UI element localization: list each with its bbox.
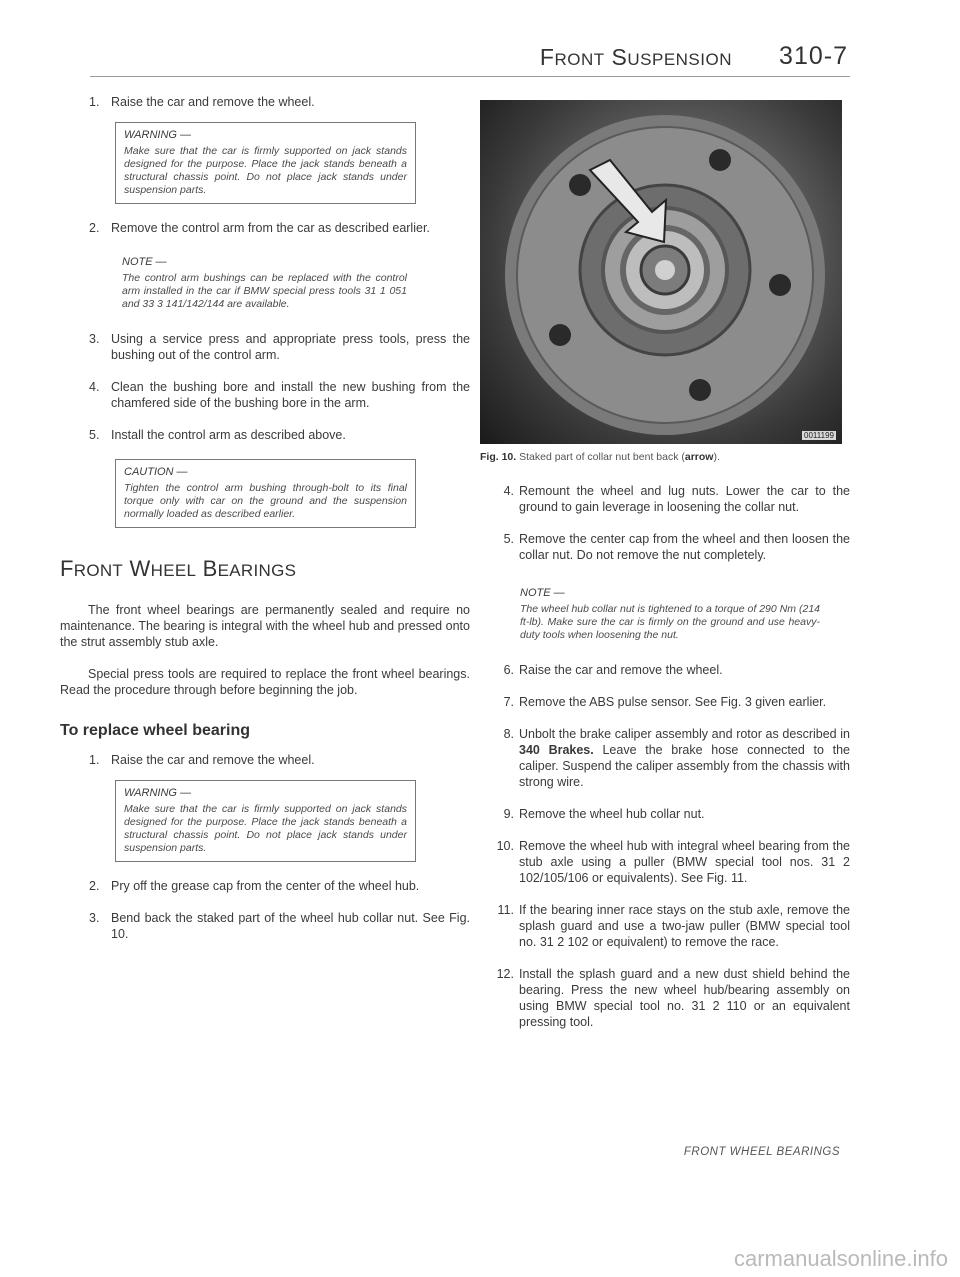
caution-box: CAUTION — Tighten the control arm bushing through-bolt to its final torque only with car on the ground and the suspension normally loaded as described earlier.: [115, 459, 416, 528]
step: 3. Using a service press and appropriate press tools, press the bushing out of the control arm.: [89, 332, 470, 362]
wheel-hub-illustration: [480, 100, 842, 444]
step: 11. If the bearing inner race stays on the stub axle, remove the splash guard and use a two-jaw puller (BMW special tool no. 31 2 102 or equivalent) to remove the race.: [497, 903, 850, 949]
chapter-title: FRONT SUSPENSION: [539, 44, 732, 70]
step: 9. Remove the wheel hub collar nut.: [503, 807, 705, 821]
step: 1. Raise the car and remove the wheel.: [89, 95, 315, 109]
paragraph: Special press tools are required to replace the front wheel bearings. Read the procedure through before beginning the job.: [60, 667, 470, 697]
subheading: To replace wheel bearing: [60, 722, 250, 739]
step: 8. Unbolt the brake caliper assembly and rotor as described in 340 Brakes. Leave the brake hose connected to the caliper. Suspend the caliper assembly from the chassis with strong wire.: [503, 727, 850, 789]
step: 10. Remove the wheel hub with integral wheel bearing from the stub axle using a puller (BMW special tool nos. 31 2 102/105/106 or equivalents). See Fig. 11.: [496, 839, 850, 885]
step: 7. Remove the ABS pulse sensor. See Fig. 3 given earlier.: [503, 695, 827, 709]
warning-box: WARNING — Make sure that the car is firmly supported on jack stands designed for the purpose. Place the jack stands beneath a structural chassis point. Do not place jack stands under suspension parts.: [115, 780, 416, 862]
section-heading: FRONT WHEEL BEARINGS: [60, 556, 297, 581]
warning-box: WARNING — Make sure that the car is firmly supported on jack stands designed for the purpose. Place the jack stands beneath a structural chassis point. Do not place jack stands under suspension parts.: [115, 122, 416, 204]
step: 6. Raise the car and remove the wheel.: [503, 663, 723, 677]
step: 3. Bend back the staked part of the wheel hub collar nut. See Fig. 10.: [89, 911, 470, 941]
photo-id: 0011199: [804, 431, 834, 440]
footer-section-label: FRONT WHEEL BEARINGS: [683, 1146, 840, 1158]
paragraph: The front wheel bearings are permanently sealed and require no maintenance. The bearing is integral with the wheel hub and pressed onto the strut assembly stub axle.: [60, 603, 470, 649]
step: 5. Install the control arm as described above.: [89, 428, 346, 442]
step: 5. Remove the center cap from the wheel and then loosen the collar nut. Do not remove the nut completely.: [503, 532, 850, 562]
left-column: [60, 94, 470, 942]
step: 4. Remount the wheel and lug nuts. Lower the car to the ground to gain leverage in loosening the collar nut.: [503, 484, 850, 514]
wheel-hub-photo: [480, 100, 842, 444]
right-column: [478, 100, 850, 1030]
page-header: [90, 42, 850, 77]
step: 2. Pry off the grease cap from the center of the wheel hub.: [89, 879, 420, 893]
step: 1. Raise the car and remove the wheel.: [89, 753, 315, 767]
step: 2. Remove the control arm from the car as described earlier.: [89, 221, 430, 235]
step: 4. Clean the bushing bore and install the new bushing from the chamfered side of the bushing bore in the arm.: [89, 380, 470, 410]
watermark: carmanualsonline.info: [733, 1246, 948, 1271]
page-number: 310-7: [779, 42, 848, 70]
step: 12. Install the splash guard and a new dust shield behind the bearing. Press the new wheel hub/bearing assembly on using BMW special tool no. 31 2 110 or an equivalent pressing tool.: [496, 967, 850, 1029]
figure-caption: Fig. 10. Staked part of collar nut bent back (arrow).: [480, 451, 720, 463]
note: NOTE — The control arm bushings can be replaced with the control arm installed in the car if BMW special press tools 31 1 051 and 33 3 141/142/144 are available.: [122, 256, 407, 310]
note: NOTE — The wheel hub collar nut is tightened to a torque of 290 Nm (214 ft-lb). Make sure the car is firmly on the ground and use heavy-duty tools when loosening the nut.: [520, 587, 820, 641]
